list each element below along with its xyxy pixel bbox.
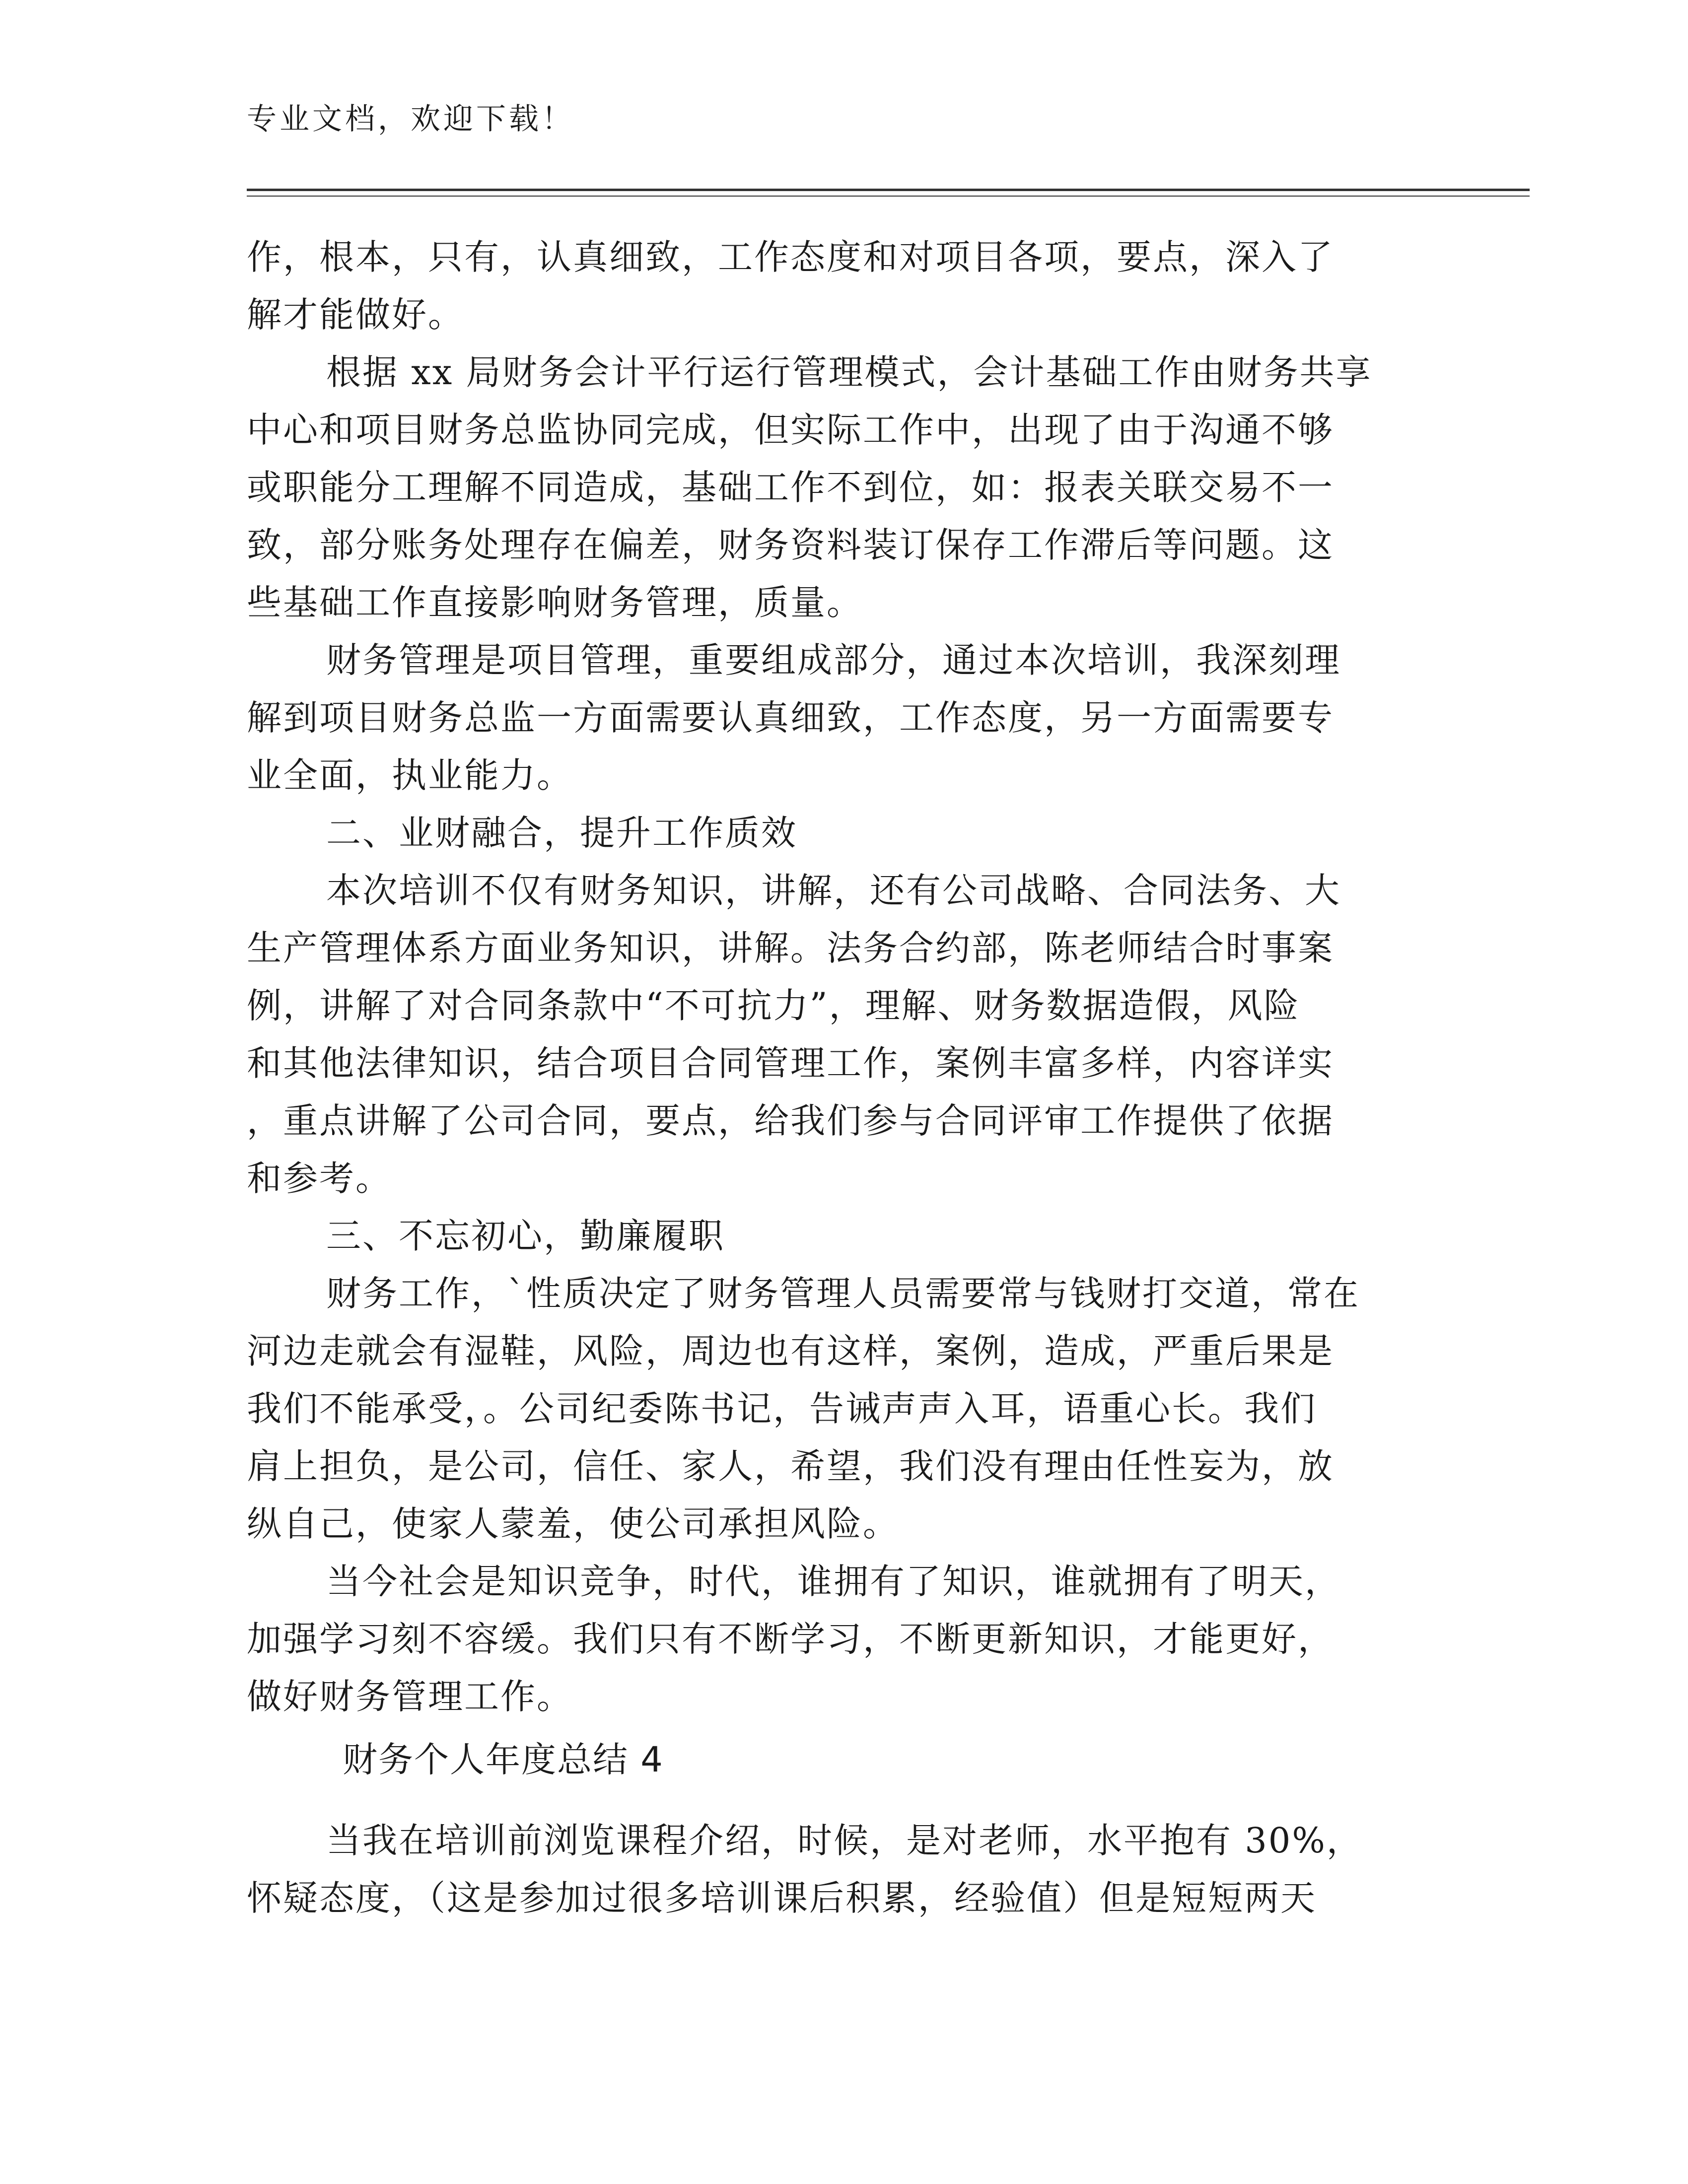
text-line: 生产管理体系方面业务知识，讲解。法务合约部，陈老师结合时事案 [247, 928, 1334, 968]
section-heading: 财务个人年度总结 4 [343, 1739, 664, 1780]
text-line: 怀疑态度，（这是参加过很多培训课后积累，经验值）但是短短两天 [247, 1878, 1317, 1918]
text-line: 肩上担负，是公司，信任、家人，希望，我们没有理由任性妄为，放 [247, 1446, 1334, 1487]
text-line: 当今社会是知识竞争，时代，谁拥有了知识，谁就拥有了明天， [326, 1561, 1341, 1602]
text-line: 例，讲解了对合同条款中“不可抗力”，理解、财务数据造假，风险 [247, 985, 1300, 1026]
text-line: 加强学习刻不容缓。我们只有不断学习，不断更新知识，才能更好， [247, 1619, 1334, 1659]
text-line: 做好财务管理工作。 [247, 1676, 573, 1717]
text-line: 解才能做好。 [247, 294, 464, 335]
text-line: 河边走就会有湿鞋，风险，周边也有这样，案例，造成，严重后果是 [247, 1331, 1334, 1371]
text-line: 和其他法律知识，结合项目合同管理工作，案例丰富多样，内容详实 [247, 1043, 1334, 1084]
text-line: 财务工作，`性质决定了财务管理人员需要常与钱财打交道，常在 [326, 1273, 1360, 1314]
header-rule-thick [247, 189, 1530, 191]
text-line: 解到项目财务总监一方面需要认真细致，工作态度，另一方面需要专 [247, 697, 1334, 738]
text-line: 些基础工作直接影响财务管理，质量。 [247, 582, 863, 623]
text-line: 作，根本，只有，认真细致，工作态度和对项目各项，要点，深入了 [247, 237, 1334, 277]
text-line: 二、业财融合，提升工作质效 [326, 813, 797, 853]
text-line: 中心和项目财务总监协同完成，但实际工作中，出现了由于沟通不够 [247, 410, 1334, 450]
section-body-text [247, 1812, 1463, 1927]
page-header-text: 专业文档，欢迎下载！ [247, 102, 574, 136]
text-line: 业全面，执业能力。 [247, 755, 573, 796]
header-rule-thin [247, 196, 1530, 197]
text-line: ，重点讲解了公司合同，要点，给我们参与合同评审工作提供了依据 [247, 1100, 1334, 1141]
body-text-block [247, 228, 1463, 1725]
text-line: 致，部分账务处理存在偏差，财务资料装订保存工作滞后等问题。这 [247, 525, 1334, 565]
text-line: 纵自己，使家人蒙羞，使公司承担风险。 [247, 1503, 899, 1544]
text-line: 本次培训不仅有财务知识，讲解，还有公司战略、合同法务、大 [326, 870, 1341, 911]
text-line: 财务管理是项目管理，重要组成部分，通过本次培训，我深刻理 [326, 640, 1341, 681]
text-line: 根据 xx 局财务会计平行运行管理模式，会计基础工作由财务共享 [326, 352, 1372, 393]
text-line: 当我在培训前浏览课程介绍，时候，是对老师，水平抱有 30%， [326, 1820, 1363, 1861]
text-line: 我们不能承受，。公司纪委陈书记，告诫声声入耳，语重心长。我们 [247, 1388, 1317, 1429]
text-line: 或职能分工理解不同造成，基础工作不到位，如：报表关联交易不一 [247, 467, 1334, 508]
text-line: 三、不忘初心，勤廉履职 [326, 1216, 725, 1256]
text-line: 和参考。 [247, 1158, 392, 1199]
